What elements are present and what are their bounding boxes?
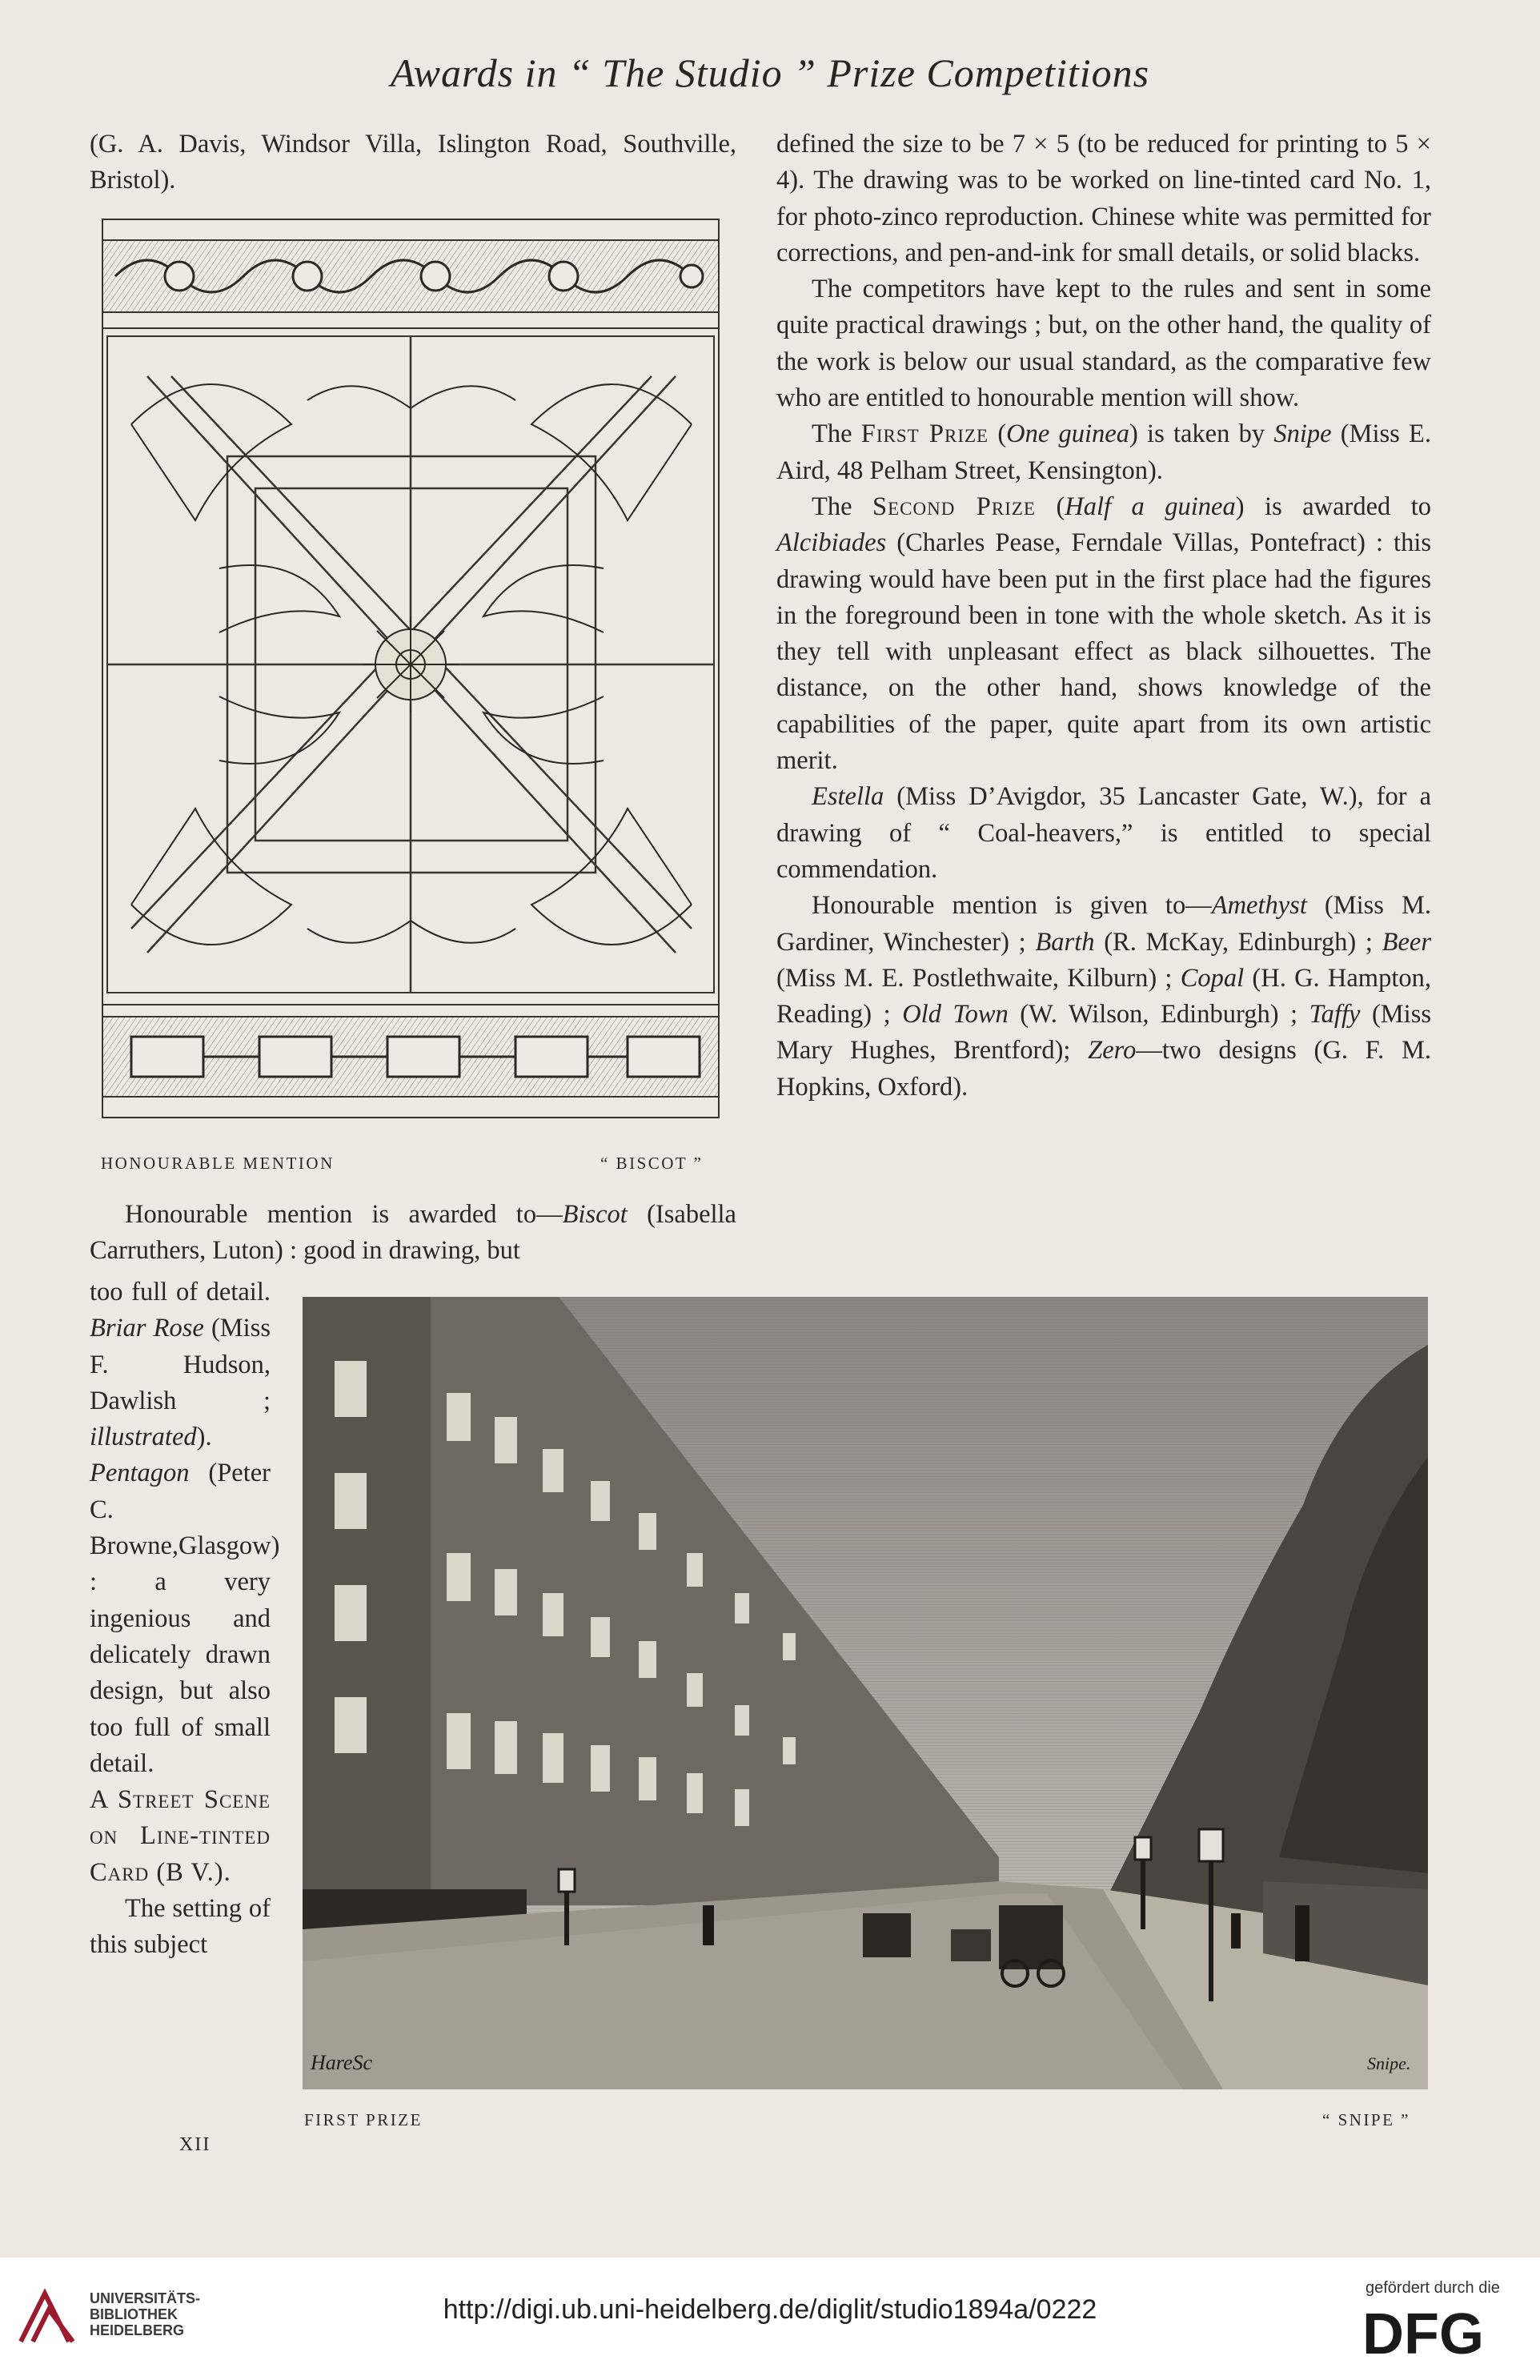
left-paragraph-1: (G. A. Davis, Windsor Villa, Islington Road, Southville, Bristol). bbox=[90, 130, 736, 195]
artist-signature: Snipe. bbox=[1367, 2053, 1411, 2073]
dfg-logo-text: DFG bbox=[1362, 2302, 1484, 2362]
funding-note: gefördert durch die bbox=[1366, 2279, 1500, 2297]
narrow-paragraph: too full of detail. Briar Rose (Miss F. Hudson, Dawlish ; illustrated). Pentagon (Peter C. Browne,Glasgow) : a very ingenious and delicately drawn design, but also too full of small detail. bbox=[90, 1278, 280, 1778]
running-header: Awards in “ The Studio ” Prize Competitions bbox=[390, 50, 1150, 95]
left-column-lower bbox=[90, 1197, 736, 1270]
right-paragraph-honourable: Honourable mention is given to—Amethyst (Miss M. Gardiner, Winchester) ; Barth (R. McKay, Edinburgh) ; Beer (Miss M. E. Postlethwaite, Kilburn) ; Copal (H. G. Hampton, Reading) ; Old Town (W. Wilson, Edinburgh) ; Taffy (Miss Mary Hughes, Brentford); Zero—two designs (G. F. M. Hopkins, Oxford). bbox=[776, 891, 1432, 1102]
page-number: XII bbox=[179, 2134, 211, 2155]
source-url-link[interactable]: http://digi.ub.uni-heidelberg.de/diglit/studio1894a/0222 bbox=[443, 2294, 1097, 2325]
ornament-drawing bbox=[99, 216, 722, 1121]
dfg-logo-icon bbox=[1362, 2302, 1519, 2362]
biscot-design-illustration bbox=[99, 216, 722, 1121]
right-column bbox=[776, 126, 1431, 1106]
narrow-column bbox=[90, 1274, 280, 1964]
right-paragraph-second-prize: The Second Prize (Half a guinea) is awarded to Alcibiades (Charles Pease, Ferndale Villas, Pontefract) : this drawing would have been put in the first place had the figures in the foreground been in tone with the whole sketch. As it is they tell with unpleasant effect as black silhouettes. The distance, on the other hand, shows knowledge of the capabilities of the paper, quite apart from its own artistic merit. bbox=[776, 492, 1432, 776]
right-paragraph-2: The competitors have kept to the rules and sent in some quite practical drawings ; but, on the other hand, the quality of the work is below our usual standard, as the comparative few who are entitled to honourable mention will show. bbox=[776, 275, 1431, 413]
right-paragraph-first-prize: The First Prize (One guinea) is taken by Snipe (Miss E. Aird, 48 Pelham Street, Kensington). bbox=[776, 419, 1432, 485]
street-scene-illustration bbox=[303, 1297, 1428, 2089]
figure1-caption-left: HONOURABLE MENTION bbox=[101, 1154, 335, 1173]
right-paragraph-1: defined the size to be 7 × 5 (to be reduced for printing to 5 × 4). The drawing was to be worked on line-tinted card No. 1, for photo-zinco reproduction. Chinese white was permitted for corrections, and pen-and-ink for small details, or solid blacks. bbox=[776, 130, 1431, 267]
street-scene-drawing bbox=[303, 1297, 1428, 2089]
left-paragraph-2: Honourable mention is awarded to—Biscot (Isabella Carruthers, Luton) : good in drawing, but bbox=[90, 1200, 736, 1266]
right-paragraph-estella: Estella (Miss D’Avigdor, 35 Lancaster Gate, W.), for a drawing of “ Coal-heavers,” is entitled to special commendation. bbox=[776, 782, 1431, 884]
engraver-signature: HareSc bbox=[311, 2051, 373, 2074]
street-scene-heading: A Street Scene on Line-tinted Card (B V.). bbox=[90, 1785, 271, 1887]
figure2-caption-left: FIRST PRIZE bbox=[304, 2110, 423, 2129]
university-library-name: UNIVERSITÄTS- BIBLIOTHEK HEIDELBERG bbox=[90, 2290, 201, 2338]
figure2-caption-right: “ SNIPE ” bbox=[1322, 2110, 1410, 2129]
figure1-caption-right: “ BISCOT ” bbox=[600, 1154, 704, 1173]
left-column bbox=[90, 126, 736, 199]
narrow-paragraph-setting: The setting of this subject bbox=[90, 1894, 271, 1960]
